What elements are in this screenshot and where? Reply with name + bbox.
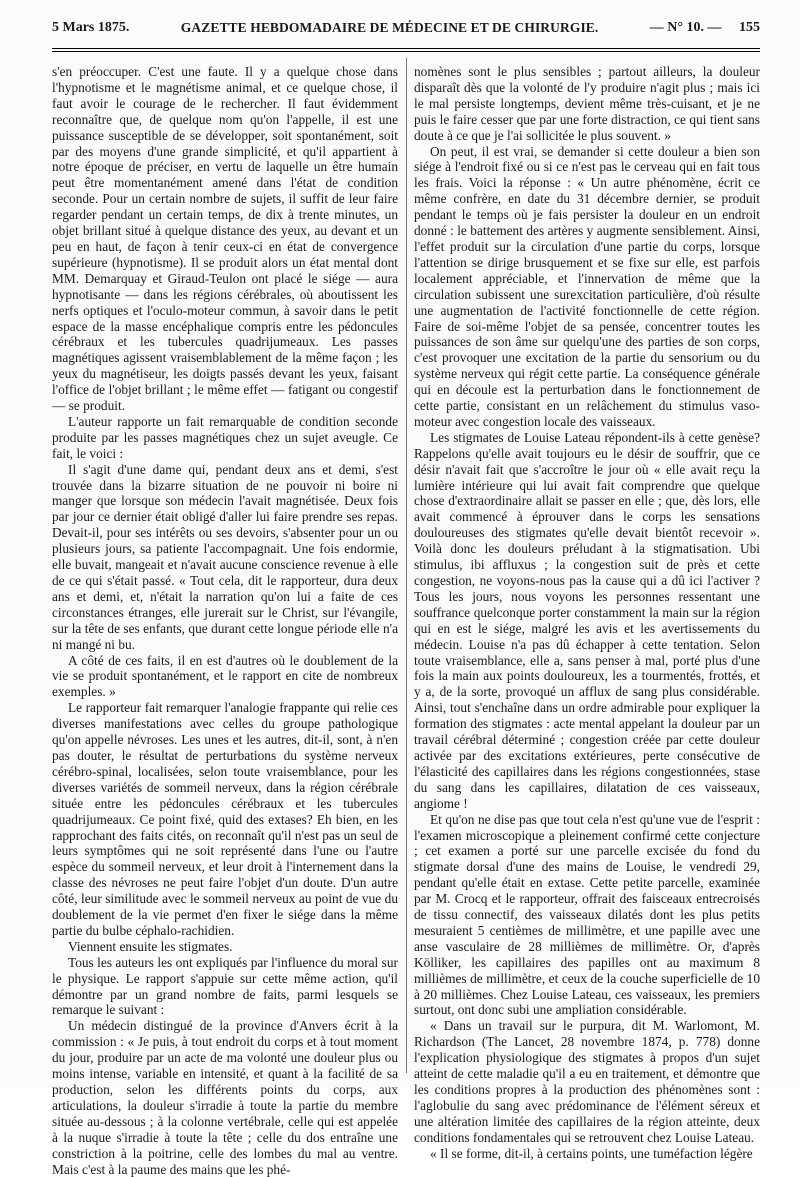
issue-date: 5 Mars 1875. [52,20,130,35]
paragraph: On peut, il est vrai, se demander si cette douleur a bien son siége à l'endroit fixé ou si ce n'est pas le cerveau qui en fait tous les frais. Voici la réponse : « Un autre phénomène, écrit ce même confrère, en date du 31 décembre dernier, se produit pendant le temps où je fais persister la douleur en un endroit donné : le battement des artères y augmente sensiblement. Ainsi, l'effet produit sur la circulation d'une partie du corps, lorsque l'attention se dirige brusquement et se fixe sur elle, est parfois localement appréciable, et l'innervation de même que la circulation subissent une surexcitation particulière, d'où résulte une augmentation de l'activité fonctionnelle de cette région. Faire de soi-même l'objet de sa pensée, concentrer toutes les puissances de son âme sur quelqu'une des parties de son corps, c'est provoquer une excitation de la partie du sensorium ou du système nerveux qui régit cette partie. La conséquence générale qui en découle est la perturbation dans le fonctionnement de cette partie, consistant en un relâchement du stimulus vaso-moteur avec congestion locale des vaisseaux. [414,143,760,429]
paragraph: « Il se forme, dit-il, à certains points, une tuméfaction légère [430,1145,753,1161]
column-divider [406,58,407,1073]
issue-number: — N° 10. — [649,20,722,35]
paragraph: Tous les auteurs les ont expliqués par l'influence du moral sur le physique. Le rapport s'appuie sur cette même action, qu'il démontre par un grand nombre de faits, parmi lesquels se remarque le suivant : [52,954,398,1018]
paragraph: L'auteur rapporte un fait remarquable de condition seconde produite par les passes magnétiques chez un sujet aveugle. Ce fait, le voici : [52,413,398,461]
paragraph: Et qu'on ne dise pas que tout cela n'est qu'une vue de l'esprit : l'examen microscopique a pleinement confirmé cette conjecture ; cet examen a porté sur une parcelle excisée du fond du stigmate dorsal d'une des mains de Louise, le vendredi 29, pendant qu'elle était en extase. Cette petite parcelle, examinée par M. Crocq et le rapporteur, offrait des faisceaux entrecroisés de tissu connectif, des vaisseaux dilatés dont les plus petits mesuraient 5 centièmes de millimètre, et une papille avec une anse vasculaire de 28 millièmes de millimètre. Or, d'après Kölliker, les capillaires des papilles ont au maximum 8 millièmes de millimètre, et ceux de la couche superficielle de 10 à 20 millièmes. Chez Louise Lateau, ces vaisseaux, les premiers surtout, ont donc subi une ampliation considérable. [414,811,760,1018]
paragraph: A côté de ces faits, il en est d'autres où le doublement de la vie se produit spontanément, et le rapport en cite de nombreux exemples. » [52,652,398,700]
page-number: 155 [738,20,760,35]
right-column [414,64,760,1161]
paragraph: Un médecin distingué de la province d'Anvers écrit à la commission : « Je puis, à tout endroit du corps et à tout moment du jour, produire par un acte de ma volonté une douleur plus ou moins intense, variable en intensité, et quant à la facilité de sa production, selon les différents points du corps, aux articulations, la douleur s'irradie à toute la partie du membre située au-dessous ; à la colonne vertébrale, celle qui est appelée à la nuque s'irradie à toute la tête ; celle du dos entraîne une constriction à la poitrine, celle des lombes du mal au ventre. Mais c'est à la paume des mains que les phé- [52,1018,398,1177]
header-rule [52,48,760,52]
paragraph: Le rapporteur fait remarquer l'analogie frappante qui relie ces diverses manifestations avec celles du groupe pathologique qu'on appelle névroses. Les unes et les autres, dit-il, sont, à n'en pas douter, le résultat de perturbations du système nerveux cérébro-spinal, localisées, selon toute vraisemblance, pour les diverses variétés de sommeil nerveux, dans la région cérébrale située entre les pédoncules cérébraux et les tubercules quadrijumeaux. Ce point fixé, quid des extases? Eh bien, en les rapprochant des faits cités, on reconnaît qu'il n'est pas un seul de leurs symptômes qui ne soit représenté dans l'une ou l'autre espèce du sommeil nerveux, et leur droit à l'internement dans la classe des névroses ne peut faire l'objet d'un doute. D'un autre côté, leur similitude avec le sommeil nerveux au point de vue du doublement de la vie permet d'en fixer le siége dans la même partie du bulbe céphalo-rachidien. [52,700,398,938]
paragraph: Il s'agit d'une dame qui, pendant deux ans et demi, s'est trouvée dans la bizarre situation de ne pouvoir ni boire ni manger que lorsque son médecin l'avait magnétisée. Deux fois par jour ce dernier était obligé d'aller lui faire prendre ses repas. Devait-il, pour ses intérêts ou ses devoirs, s'absenter pour un ou plusieurs jours, sa patiente l'accompagnait. Une fois endormie, elle buvait, mangeait et n'avait aucune conscience revenue à elle de ce qui s'était passé. « Tout cela, dit le rapporteur, dura deux ans et demi, et, n'était la narration qu'on lui a faite de ces circonstances étranges, elle jurerait sur le Christ, sur l'évangile, sur la tête de ses enfants, que durant cette longue période elle n'a ni mangé ni bu. [52,461,398,652]
paragraph: nomènes sont le plus sensibles ; partout ailleurs, la douleur disparaît dès que la volonté de l'y produire n'agit plus ; mais ici le mal persiste longtemps, devient même très-cuisant, et je ne puis le faire cesser que par une forte distraction, ce qui tient sans doute à ce que je l'ai sollicitée le plus souvent. » [414,64,760,143]
paragraph: Viennent ensuite les stigmates. [68,938,233,954]
paragraph: « Dans un travail sur le purpura, dit M. Warlomont, M. Richardson (The Lancet, 28 novembre 1874, p. 778) donne l'explication physiologique des stigmates à propos d'un sujet atteint de cette maladie qu'il a eu en traitement, et démontre que les conditions propres à la production des phénomènes sont : l'aglobulie du sang avec prédominance de l'élément séreux et une altération limitée des capillaires de la région atteinte, deux conditions fondamentales qui se retrouvent chez Louise Lateau. [414,1018,760,1145]
left-column [52,64,398,1177]
paragraph: s'en préoccuper. C'est une faute. Il y a quelque chose dans l'hypnotisme et le magnétisme animal, et ce quelque chose, il faut avoir le courage de le rechercher. Il faut évidemment reconnaître que, de quelque nom qu'on l'appelle, il est une puissance susceptible de se développer, soit spontanément, soit par des moyens d'une grande simplicité, et qu'il appartient à notre époque de préciser, en vertu de laquelle un être humain peut être momentanément amené dans l'état de condition seconde. Pour un certain nombre de sujets, il suffit de leur faire regarder pendant un certain temps, de dix à trente minutes, un objet brillant situé à quelque distance des yeux, au devant et un peu en haut, de façon à tenir ceux-ci en état de convergence supérieure (hypnotisme). Il se produit alors un état mental dont MM. Demarquay et Giraud-Teulon ont placé le siége — aura hypnotisante — dans les régions cérébrales, où aboutissent les nerfs optiques et l'oculo-moteur commun, à savoir dans le petit espace de la masse encéphalique compris entre les pédoncules cérébraux et les tubercules quadrijumeaux. Les passes magnétiques agissent vraisemblablement de la même façon ; les yeux du magnétiseur, les doigts passés devant les yeux, faisant l'office de l'objet brillant ; le même effet — fatigant ou congestif — se produit. [52,64,398,414]
running-header [52,14,760,42]
issue-number-and-page [650,20,760,36]
paragraph: Les stigmates de Louise Lateau répondent-ils à cette genèse? Rappelons qu'elle avait toujours eu le désir de souffrir, que ce désir n'avait fait que s'accroître le jour où « elle avait reçu la lumière intérieure qui lui avait fait comprendre que quelque chose d'extraordinaire allait se passer en elle ; que, dès lors, elle avait commencé à éprouver dans le corps les sensations douloureuses des stigmates qu'elle devait bientôt recevoir ». Voilà donc les douleurs préludant à la stigmatisation. Ubi stimulus, ibi affluxus ; la congestion suit de près et cette congestion, ne voyons-nous pas la cause qui a dû ici l'activer ? Tous les jours, nous voyons les personnes ressentant une souffrance quelconque porter constamment la main sur la région qui en est le siége, malgré les avis et les avertissements du médecin. Louise n'a pas dû échapper à cette tentation. Selon toute vraisemblance, elle a, sans penser à mal, porté plus d'une fois la main aux points douloureux, les a tourmentés, frottés, et y a, de la sorte, provoqué un afflux de sang plus considérable. Ainsi, tout s'enchaîne dans un ordre admirable pour expliquer la formation des stigmates : acte mental appelant la douleur par un travail cérébral déterminé ; congestion créée par cette douleur activée par des excitations extérieures, perte consécutive de l'élasticité des capillaires dans les régions congestionnées, stase du sang dans les capillaires, dilatation de ces vaisseaux, angiome ! [414,429,760,811]
journal-title: GAZETTE HEBDOMADAIRE DE MÉDECINE ET DE CHIRURGIE. [180,20,599,35]
